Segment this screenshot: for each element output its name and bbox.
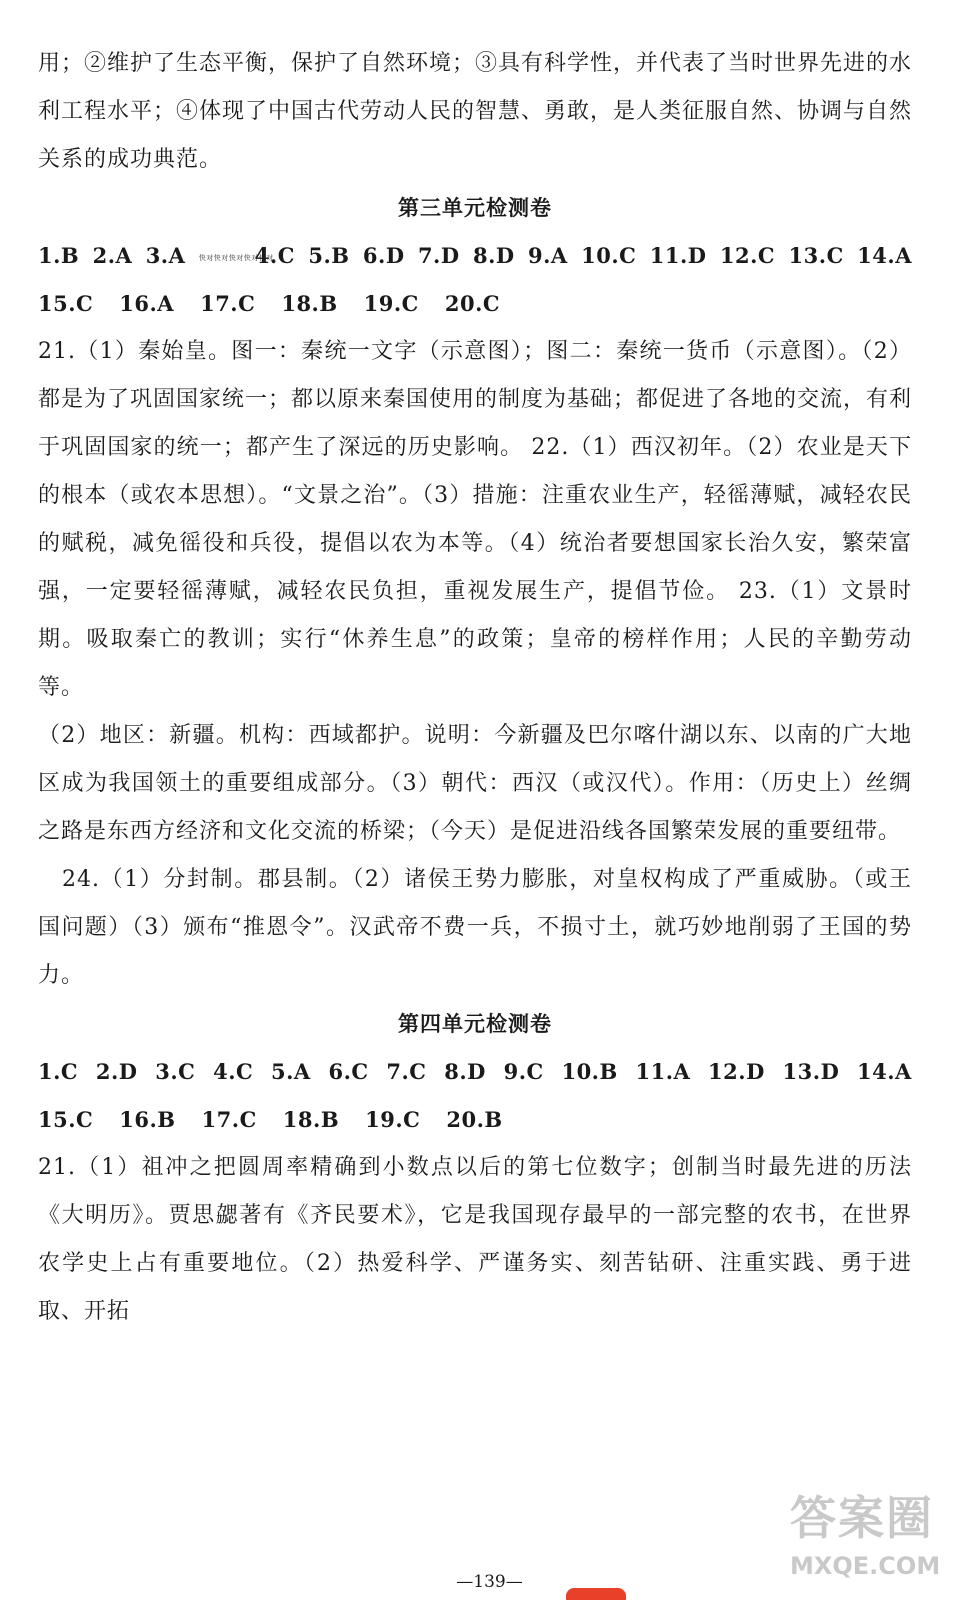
answer-item: 1.C (38, 1059, 79, 1084)
intro-paragraph: 用；②维护了生态平衡，保护了自然环境；③具有科学性，并代表了当时世界先进的水利工程水平；④体现了中国古代劳动人民的智慧、勇敢，是人类征服自然、协调与自然关系的成功典范。 (38, 51, 913, 172)
answer-item: 11.D (649, 243, 707, 268)
answer-item: 8.D (472, 243, 515, 268)
answer-item: 11.A (635, 1059, 691, 1084)
answer-item: 12.C (719, 243, 776, 268)
answer-item: 7.C (386, 1059, 427, 1084)
page-number: —139— (456, 1572, 523, 1592)
overlay-stamp: 快对快对快对快对快对 (198, 253, 274, 262)
answer-item-with-stamp (199, 232, 295, 280)
watermark-url: MXQE.COM (790, 1552, 941, 1580)
answer-item: 3.A (145, 243, 186, 268)
answer-item: 16.B (119, 1107, 176, 1132)
document-page (38, 40, 912, 1336)
watermark-logo-text: 答案圈 (790, 1491, 934, 1545)
answer-item: 19.C (365, 1107, 421, 1132)
answer-item: 6.D (362, 243, 405, 268)
answer-item: 17.C (201, 1107, 257, 1132)
answer-item: 14.A (857, 243, 912, 268)
unit3-answer-key (38, 232, 912, 328)
answer-item: 9.C (503, 1059, 544, 1084)
unit4-title: 第四单元检测卷 (398, 1011, 552, 1036)
answer-item: 20.B (446, 1107, 503, 1132)
answer-item: 1.B (38, 243, 80, 268)
answer-item: 6.C (328, 1059, 369, 1084)
answer-item: 15.C (38, 291, 94, 316)
red-tab-mark (566, 1588, 626, 1600)
unit3-answers-row-2 (38, 280, 912, 328)
answer-item: 7.D (417, 243, 460, 268)
unit3-answers-row-1 (38, 232, 912, 280)
answer-item: 15.C (38, 1107, 94, 1132)
unit4-answers-row-1 (38, 1048, 912, 1096)
unit4-answer-key (38, 1048, 912, 1144)
unit3-paragraph-3: 24.（1）分封制。郡县制。（2）诸侯王势力膨胀，对皇权构成了严重威胁。（或王国问题）（3）颁布“推恩令”。汉武帝不费一兵，不损寸土，就巧妙地削弱了王国的势力。 (38, 867, 912, 988)
answer-item: 5.A (271, 1059, 311, 1084)
answer-item: 10.B (561, 1059, 618, 1084)
answer-item: 12.D (708, 1059, 765, 1084)
answer-item: 5.B (308, 243, 350, 268)
answer-item: 18.B (281, 291, 338, 316)
answer-item: 9.A (528, 243, 568, 268)
answer-item: 4.C (213, 1059, 254, 1084)
answer-item: 13.C (788, 243, 844, 268)
unit3-title: 第三单元检测卷 (398, 195, 552, 220)
unit3-paragraph-1: 21.（1）秦始皇。图一：秦统一文字（示意图）；图二：秦统一货币（示意图）。（2）都是为了巩固国家统一；都以原来秦国使用的制度为基础；都促进了各地的交流，有利于巩固国家的统一；都产生了深远的历史影响。 22.（1）西汉初年。（2）农业是天下的根本（或农本思想）。“文景之治”。（3）措施：注重农业生产，轻徭薄赋，减轻农民的赋税，减免徭役和兵役，提倡以农为本等。（4）统治者要想国家长治久安，繁荣富强，一定要轻徭薄赋，减轻农民负担，重视发展生产，提倡节俭。 23.（1）文景时期。吸取秦亡的教训；实行“休养生息”的政策；皇帝的榜样作用；人民的辛勤劳动等。 (38, 339, 913, 700)
answer-item: 2.A (92, 243, 133, 268)
answer-item: 16.A (119, 291, 175, 316)
unit3-paragraph-2: （2）地区：新疆。机构：西域都护。说明：今新疆及巴尔喀什湖以东、以南的广大地区成为我国领土的重要组成部分。（3）朝代：西汉（或汉代）。作用：（历史上）丝绸之路是东西方经济和文化交流的桥梁；（今天）是促进沿线各国繁荣发展的重要纽带。 (38, 723, 912, 844)
answer-item: 20.C (444, 291, 501, 316)
answer-item: 17.C (200, 291, 256, 316)
unit4-paragraph-1: 21.（1）祖冲之把圆周率精确到小数点以后的第七位数字；创制当时最先进的历法《大明历》。贾思勰著有《齐民要术》，它是我国现存最早的一部完整的农书，在世界农学史上占有重要地位。（2）热爱科学、严谨务实、刻苦钻研、注重实践、勇于进取、开拓 (38, 1155, 912, 1324)
answer-item: 19.C (363, 291, 419, 316)
answer-item: 2.D (95, 1059, 138, 1084)
answer-item: 10.C (581, 243, 637, 268)
answer-item: 4.C (254, 243, 295, 268)
answer-item: 18.B (282, 1107, 340, 1132)
answer-item: 13.D (782, 1059, 840, 1084)
answer-item: 8.D (444, 1059, 486, 1084)
unit4-answers-row-2 (38, 1096, 912, 1144)
answer-item: 3.C (155, 1059, 196, 1084)
answer-item: 14.A (857, 1059, 912, 1084)
